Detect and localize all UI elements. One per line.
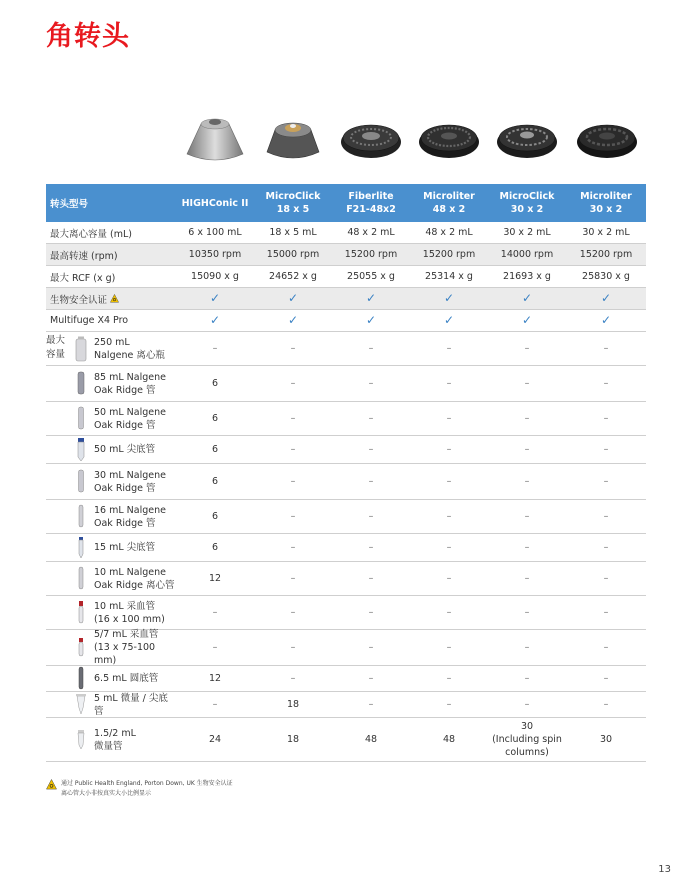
table-cell: – bbox=[290, 444, 296, 455]
large-tube-icon bbox=[72, 371, 90, 397]
header-model: HIGHConic II bbox=[181, 197, 249, 209]
table-row bbox=[46, 692, 646, 718]
table-cell: – bbox=[368, 607, 374, 618]
table-cell: – bbox=[524, 343, 530, 354]
table-cell: 6 bbox=[211, 378, 219, 389]
table-cell: – bbox=[368, 673, 374, 684]
table-cell: – bbox=[290, 673, 296, 684]
table-cell: 25830 x g bbox=[582, 271, 630, 282]
table-cell: – bbox=[446, 413, 452, 424]
table-row bbox=[46, 222, 646, 244]
table-cell: ✓ bbox=[600, 291, 612, 305]
table-cell: – bbox=[290, 573, 296, 584]
header-model: Microliter 48 x 2 bbox=[423, 191, 475, 215]
tube-label: 5 mL 微量 / 尖底管 bbox=[94, 692, 168, 717]
table-cell: – bbox=[290, 642, 296, 653]
table-cell: ✓ bbox=[600, 313, 612, 327]
row-label bbox=[46, 692, 176, 717]
table-cell: – bbox=[603, 607, 609, 618]
table-cell: 6 x 100 mL bbox=[188, 227, 242, 238]
table-cell: – bbox=[212, 607, 218, 618]
table-cell: – bbox=[603, 378, 609, 389]
row-label bbox=[46, 464, 176, 499]
table-cell: – bbox=[290, 343, 296, 354]
table-row bbox=[46, 244, 646, 266]
thin-tube-icon bbox=[72, 566, 90, 592]
table-cell: ✓ bbox=[209, 291, 221, 305]
table-cell: – bbox=[212, 699, 218, 710]
table-cell: – bbox=[524, 542, 530, 553]
table-cell: 6 bbox=[211, 542, 219, 553]
row-label bbox=[46, 500, 176, 533]
table-cell: – bbox=[446, 699, 452, 710]
tube-label: 15 mL 尖底管 bbox=[94, 542, 156, 553]
header-model: MicroClick 18 x 5 bbox=[265, 191, 321, 215]
table-cell: 18 bbox=[286, 699, 300, 710]
tube-label: 50 mL 尖底管 bbox=[94, 444, 156, 455]
table-cell: 15200 rpm bbox=[422, 249, 476, 260]
table-row bbox=[46, 402, 646, 436]
conical-blue-icon bbox=[72, 437, 90, 463]
table-row bbox=[46, 596, 646, 630]
size-rows bbox=[46, 332, 646, 762]
table-cell: – bbox=[368, 378, 374, 389]
blood-red-small-icon bbox=[72, 635, 90, 661]
table-cell: – bbox=[368, 444, 374, 455]
row-label bbox=[46, 666, 176, 691]
table-cell: – bbox=[368, 413, 374, 424]
header-model: Fiberlite F21-48x2 bbox=[346, 191, 396, 215]
table-cell: 25314 x g bbox=[425, 271, 473, 282]
table-cell: 24 bbox=[208, 734, 222, 745]
table-cell: – bbox=[368, 573, 374, 584]
table-cell: – bbox=[603, 476, 609, 487]
tube-label: 10 mL 采血管 (16 x 100 mm) bbox=[94, 600, 165, 625]
thin-tube-icon bbox=[72, 504, 90, 530]
table-cell: – bbox=[603, 699, 609, 710]
table-cell: ✓ bbox=[287, 313, 299, 327]
footnote-line: 离心管大小非按真实大小比例显示 bbox=[61, 790, 152, 797]
page-number: 13 bbox=[658, 864, 671, 875]
round-dark-icon bbox=[72, 666, 90, 692]
header-label: 转头型号 bbox=[50, 199, 89, 210]
table-row bbox=[46, 436, 646, 464]
table-row bbox=[46, 332, 646, 366]
table-cell: – bbox=[524, 378, 530, 389]
rotor-images bbox=[0, 100, 693, 180]
table-row bbox=[46, 310, 646, 332]
table-cell: – bbox=[603, 642, 609, 653]
table-cell: 48 x 2 mL bbox=[425, 227, 473, 238]
table-cell: – bbox=[603, 343, 609, 354]
tube-label: 16 mL Nalgene Oak Ridge 管 bbox=[94, 504, 166, 529]
table-cell: ✓ bbox=[443, 291, 455, 305]
table-cell: 18 bbox=[286, 734, 300, 745]
row-label bbox=[46, 718, 176, 761]
table-cell: 30 bbox=[599, 734, 613, 745]
table-row bbox=[46, 288, 646, 310]
table-cell: – bbox=[290, 378, 296, 389]
row-label bbox=[46, 534, 176, 561]
table-cell: – bbox=[603, 673, 609, 684]
table-cell: – bbox=[524, 413, 530, 424]
table-row bbox=[46, 500, 646, 534]
table-cell: 30 x 2 mL bbox=[582, 227, 630, 238]
table-cell: – bbox=[368, 343, 374, 354]
table-cell: – bbox=[524, 476, 530, 487]
table-cell: – bbox=[368, 542, 374, 553]
table-cell: 24652 x g bbox=[269, 271, 317, 282]
table-cell: – bbox=[290, 413, 296, 424]
table-cell: – bbox=[603, 511, 609, 522]
table-cell: – bbox=[290, 511, 296, 522]
row-label bbox=[46, 630, 176, 665]
row-label: 最高转速 (rpm) bbox=[50, 250, 118, 262]
table-cell: – bbox=[524, 511, 530, 522]
table-cell: ✓ bbox=[443, 313, 455, 327]
table-cell: – bbox=[446, 673, 452, 684]
row-label bbox=[46, 402, 176, 435]
table-cell: 15000 rpm bbox=[266, 249, 320, 260]
rotor-microliter-30-image bbox=[575, 108, 639, 168]
table-cell: – bbox=[368, 476, 374, 487]
table-cell: – bbox=[446, 542, 452, 553]
row-label bbox=[46, 332, 176, 365]
row-label bbox=[46, 562, 176, 595]
table-cell: – bbox=[603, 542, 609, 553]
table-cell: – bbox=[368, 699, 374, 710]
tube-label: 5/7 mL 采血管 (13 x 75-100 mm) bbox=[94, 629, 159, 666]
table-cell: – bbox=[524, 607, 530, 618]
table-cell: – bbox=[446, 511, 452, 522]
table-row bbox=[46, 630, 646, 666]
table-cell: 14000 rpm bbox=[500, 249, 554, 260]
spec-rows bbox=[46, 222, 646, 332]
table-cell: 48 bbox=[442, 734, 456, 745]
row-label bbox=[46, 366, 176, 401]
rotor-microclick-30-image bbox=[495, 108, 559, 168]
table-cell: – bbox=[212, 343, 218, 354]
row-label: Multifuge X4 Pro bbox=[50, 315, 129, 326]
table-cell: 30 x 2 mL bbox=[503, 227, 551, 238]
table-cell: – bbox=[368, 642, 374, 653]
table-cell: – bbox=[524, 699, 530, 710]
tube-label: 85 mL Nalgene Oak Ridge 管 bbox=[94, 371, 166, 396]
table-row bbox=[46, 366, 646, 402]
header-model: MicroClick 30 x 2 bbox=[499, 191, 555, 215]
table-row bbox=[46, 464, 646, 500]
table-cell: – bbox=[212, 642, 218, 653]
table-cell: 6 bbox=[211, 444, 219, 455]
table-cell: – bbox=[446, 607, 452, 618]
table-cell: – bbox=[524, 444, 530, 455]
table-cell: – bbox=[446, 343, 452, 354]
tube-label: 6.5 mL 圆底管 bbox=[94, 673, 159, 684]
tube-label: 50 mL Nalgene Oak Ridge 管 bbox=[94, 406, 166, 431]
table-cell: 21693 x g bbox=[503, 271, 551, 282]
row-label: 最大离心容量 (mL) bbox=[50, 228, 132, 240]
table-cell: 10350 rpm bbox=[188, 249, 242, 260]
rotor-fiberlite-image bbox=[339, 108, 403, 168]
footnote-line: 通过 Public Health England, Porton Down, UK 生物安全认证 bbox=[61, 780, 233, 787]
row-label bbox=[46, 596, 176, 629]
footnote bbox=[46, 779, 233, 799]
rotor-spec-table bbox=[46, 184, 646, 762]
table-cell: – bbox=[524, 573, 530, 584]
rotor-microliter-48-image bbox=[417, 108, 481, 168]
tube-icon bbox=[72, 469, 90, 495]
capacity-label: 最大 容量 bbox=[46, 335, 66, 360]
table-cell: 6 bbox=[211, 476, 219, 487]
table-cell: 15200 rpm bbox=[344, 249, 398, 260]
table-cell: – bbox=[446, 476, 452, 487]
table-cell: – bbox=[603, 413, 609, 424]
table-cell: 30 (Including spin columns) bbox=[492, 721, 562, 758]
blood-red-icon bbox=[72, 600, 90, 626]
table-cell: 25055 x g bbox=[347, 271, 395, 282]
table-cell: 15200 rpm bbox=[579, 249, 633, 260]
biohazard-icon bbox=[46, 779, 57, 790]
table-row bbox=[46, 266, 646, 288]
table-cell: ✓ bbox=[521, 313, 533, 327]
table-cell: ✓ bbox=[521, 291, 533, 305]
table-row bbox=[46, 718, 646, 762]
table-cell: ✓ bbox=[365, 291, 377, 305]
table-cell: 48 bbox=[364, 734, 378, 745]
microtube-icon bbox=[72, 727, 90, 753]
table-cell: ✓ bbox=[209, 313, 221, 327]
table-cell: – bbox=[290, 607, 296, 618]
table-row bbox=[46, 666, 646, 692]
table-cell: – bbox=[446, 378, 452, 389]
table-cell: ✓ bbox=[365, 313, 377, 327]
table-cell: – bbox=[290, 542, 296, 553]
conical-blue-small-icon bbox=[72, 535, 90, 561]
bottle-icon bbox=[72, 336, 90, 362]
table-cell: 48 x 2 mL bbox=[347, 227, 395, 238]
table-row bbox=[46, 534, 646, 562]
row-label: 生物安全认证 bbox=[46, 292, 176, 306]
rotor-highconic-image bbox=[183, 108, 247, 168]
table-header bbox=[46, 184, 646, 222]
table-cell: – bbox=[603, 573, 609, 584]
row-label: 最大 RCF (x g) bbox=[50, 272, 116, 284]
table-cell: – bbox=[603, 444, 609, 455]
table-cell: – bbox=[368, 511, 374, 522]
table-cell: – bbox=[524, 673, 530, 684]
table-cell: 6 bbox=[211, 413, 219, 424]
table-cell: 15090 x g bbox=[191, 271, 239, 282]
table-cell: – bbox=[446, 642, 452, 653]
table-cell: ✓ bbox=[287, 291, 299, 305]
table-cell: – bbox=[290, 476, 296, 487]
rotor-microclick-18-image bbox=[261, 108, 325, 168]
row-label bbox=[46, 436, 176, 463]
table-cell: – bbox=[446, 573, 452, 584]
tube-label: 10 mL Nalgene Oak Ridge 离心管 bbox=[94, 566, 175, 591]
biohazard-icon bbox=[110, 294, 119, 303]
tube-icon bbox=[72, 406, 90, 432]
header-model: Microliter 30 x 2 bbox=[580, 191, 632, 215]
table-row bbox=[46, 562, 646, 596]
table-cell: 18 x 5 mL bbox=[269, 227, 317, 238]
micro-icon bbox=[72, 692, 90, 718]
table-cell: 12 bbox=[208, 573, 222, 584]
tube-label: 1.5/2 mL 微量管 bbox=[94, 727, 136, 752]
table-cell: 6 bbox=[211, 511, 219, 522]
table-cell: 12 bbox=[208, 673, 222, 684]
page-title: 角转头 bbox=[46, 21, 130, 52]
table-cell: – bbox=[446, 444, 452, 455]
table-cell: – bbox=[524, 642, 530, 653]
tube-label: 30 mL Nalgene Oak Ridge 管 bbox=[94, 469, 166, 494]
tube-label: 250 mL Nalgene 离心瓶 bbox=[94, 336, 165, 361]
